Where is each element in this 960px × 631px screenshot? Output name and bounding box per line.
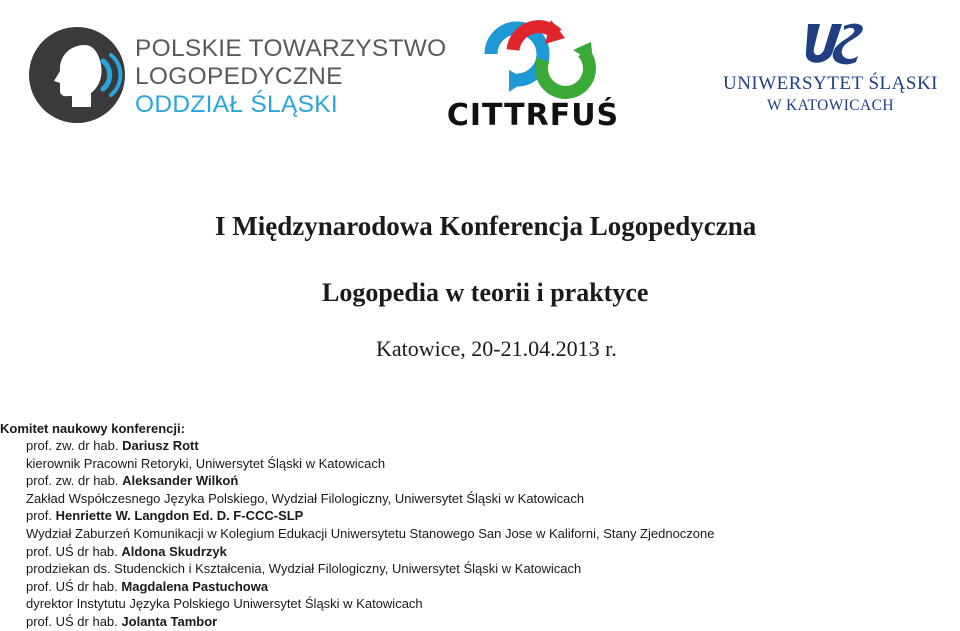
committee-member bbox=[0, 613, 715, 631]
member-title: prof. UŚ dr hab. bbox=[26, 613, 118, 629]
member-name: Dariusz Rott bbox=[122, 438, 199, 453]
cittrfus-wordmark: CITTRFUŚ bbox=[446, 98, 620, 133]
member-title: prof. UŚ dr hab. bbox=[26, 578, 118, 594]
member-title: prof. zw. dr hab. bbox=[26, 473, 119, 489]
ptl-logo-line: POLSKIE TOWARZYSTWO bbox=[135, 35, 447, 62]
committee-member bbox=[0, 437, 715, 472]
committee-member bbox=[0, 472, 715, 507]
ptl-logo-line: LOGOPEDYCZNE bbox=[135, 63, 343, 90]
ptl-logo bbox=[27, 25, 447, 125]
us-emblem-icon bbox=[708, 18, 953, 70]
member-affiliation: Zakład Współczesnego Języka Polskiego, Wydział Filologiczny, Uniwersytet Śląski w Katowicach bbox=[26, 490, 585, 506]
us-logo-name: UNIWERSYTET ŚLĄSKI bbox=[722, 73, 938, 94]
member-affiliation: prodziekan ds. Studenckich i Kształcenia, Wydział Filologiczny, Uniwersytet Śląski w Katowicach bbox=[26, 561, 582, 577]
member-name: Aldona Skudrzyk bbox=[121, 543, 227, 559]
member-title: prof. bbox=[26, 508, 53, 524]
member-name: Magdalena Pastuchowa bbox=[121, 578, 269, 594]
uniwersytet-logo bbox=[708, 18, 953, 128]
conference-place-date: Katowice, 20-21.04.2013 r. bbox=[376, 336, 617, 361]
member-title: prof. zw. dr hab. bbox=[26, 438, 119, 453]
conference-title: I Międzynarodowa Konferencja Logopedyczna bbox=[215, 211, 757, 241]
cittrfus-arrows-icon bbox=[405, 14, 661, 100]
member-affiliation: dyrektor Instytutu Języka Polskiego Uniwersytet Śląski w Katowicach bbox=[26, 596, 423, 612]
member-name: Jolanta Tambor bbox=[121, 613, 218, 629]
conference-subtitle: Logopedia w teorii i praktyce bbox=[322, 278, 649, 307]
member-affiliation: Wydział Zaburzeń Komunikacji w Kolegium Edukacji Uniwersytetu Stanowego San Jose w Kaliforni, Stany Zjednoczone bbox=[26, 525, 715, 541]
cittrfus-logo bbox=[405, 14, 661, 133]
ptl-head-icon bbox=[27, 25, 127, 125]
us-logo-city: W KATOWICACH bbox=[767, 97, 894, 114]
member-title: prof. UŚ dr hab. bbox=[26, 543, 118, 559]
member-name: Henriette W. Langdon Ed. D. F-CCC-SLP bbox=[55, 508, 304, 524]
member-affiliation: kierownik Pracowni Retoryki, Uniwersytet Śląski w Katowicach bbox=[26, 455, 386, 471]
committee-members bbox=[0, 437, 715, 631]
committee-member bbox=[0, 507, 715, 542]
committee-member bbox=[0, 543, 715, 578]
ptl-logo-line: ODDZIAŁ ŚLĄSKI bbox=[135, 91, 338, 118]
committee-member bbox=[0, 578, 715, 613]
scientific-committee bbox=[0, 420, 715, 631]
committee-heading: Komitet naukowy konferencji: bbox=[0, 421, 185, 436]
member-name: Aleksander Wilkoń bbox=[122, 473, 239, 489]
